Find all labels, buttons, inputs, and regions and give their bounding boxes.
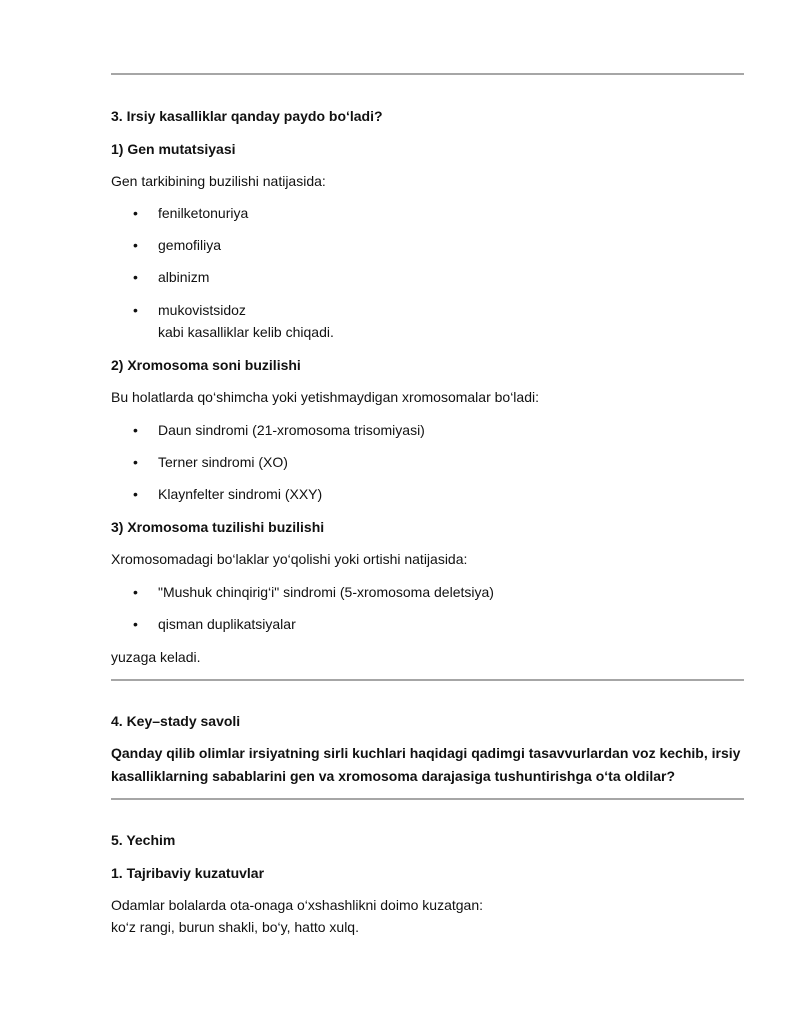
list-item: gemofiliya bbox=[158, 237, 222, 253]
section5-sub1-line1: Odamlar bolalarda ota-onaga o‘xshashlikni doimo kuzatgan: bbox=[111, 897, 483, 913]
list-item: Klaynfelter sindromi (XXY) bbox=[158, 486, 323, 502]
bullet-icon: • bbox=[133, 302, 138, 318]
bullet-icon: • bbox=[133, 584, 138, 600]
section3-sub1-tail: kabi kasalliklar kelib chiqadi. bbox=[158, 324, 334, 340]
bullet-icon: • bbox=[133, 237, 138, 253]
section5-sub1-title: 1. Tajribaviy kuzatuvlar bbox=[111, 865, 265, 881]
list-item: mukovistsidoz bbox=[158, 302, 246, 318]
list-item: qisman duplikatsiyalar bbox=[158, 616, 296, 632]
section4-heading: 4. Key–stady savoli bbox=[111, 713, 241, 729]
section3-sub2-title: 2) Xromosoma soni buzilishi bbox=[111, 357, 301, 373]
bullet-icon: • bbox=[133, 486, 138, 502]
list-item: "Mushuk chinqirig‘i" sindromi (5-xromosoma deletsiya) bbox=[158, 584, 494, 600]
bullet-icon: • bbox=[133, 205, 138, 221]
list-item: Terner sindromi (XO) bbox=[158, 454, 288, 470]
section3-sub3-title: 3) Xromosoma tuzilishi buzilishi bbox=[111, 519, 325, 535]
list-item: albinizm bbox=[158, 269, 210, 285]
section3-sub3-tail: yuzaga keladi. bbox=[111, 649, 201, 665]
divider-after-section4 bbox=[111, 798, 744, 800]
section4-question: Qanday qilib olimlar irsiyatning sirli kuchlari haqidagi qadimgi tasavvurlardan voz kechib, irsiy kasalliklarning sabablarini gen va xromosoma darajasiga tushuntirishga o‘ta oldilar? bbox=[111, 745, 741, 784]
section3-sub1-intro: Gen tarkibining buzilishi natijasida: bbox=[111, 173, 326, 189]
bullet-icon: • bbox=[133, 454, 138, 470]
section3-heading: 3. Irsiy kasalliklar qanday paydo bo‘ladi? bbox=[111, 108, 383, 124]
section5-heading: 5. Yechim bbox=[111, 832, 176, 848]
bullet-icon: • bbox=[133, 269, 138, 285]
top-divider bbox=[111, 73, 744, 75]
bullet-icon: • bbox=[133, 422, 138, 438]
divider-after-section3 bbox=[111, 679, 744, 681]
list-item: fenilketonuriya bbox=[158, 205, 249, 221]
section5-sub1-line2: ko‘z rangi, burun shakli, bo‘y, hatto xulq. bbox=[111, 919, 359, 935]
bullet-icon: • bbox=[133, 616, 138, 632]
section3-sub2-intro: Bu holatlarda qo‘shimcha yoki yetishmaydigan xromosomalar bo‘ladi: bbox=[111, 389, 539, 405]
section3-sub3-intro: Xromosomadagi bo‘laklar yo‘qolishi yoki ortishi natijasida: bbox=[111, 551, 468, 567]
section3-sub1-title: 1) Gen mutatsiyasi bbox=[111, 141, 236, 157]
list-item: Daun sindromi (21-xromosoma trisomiyasi) bbox=[158, 422, 425, 438]
